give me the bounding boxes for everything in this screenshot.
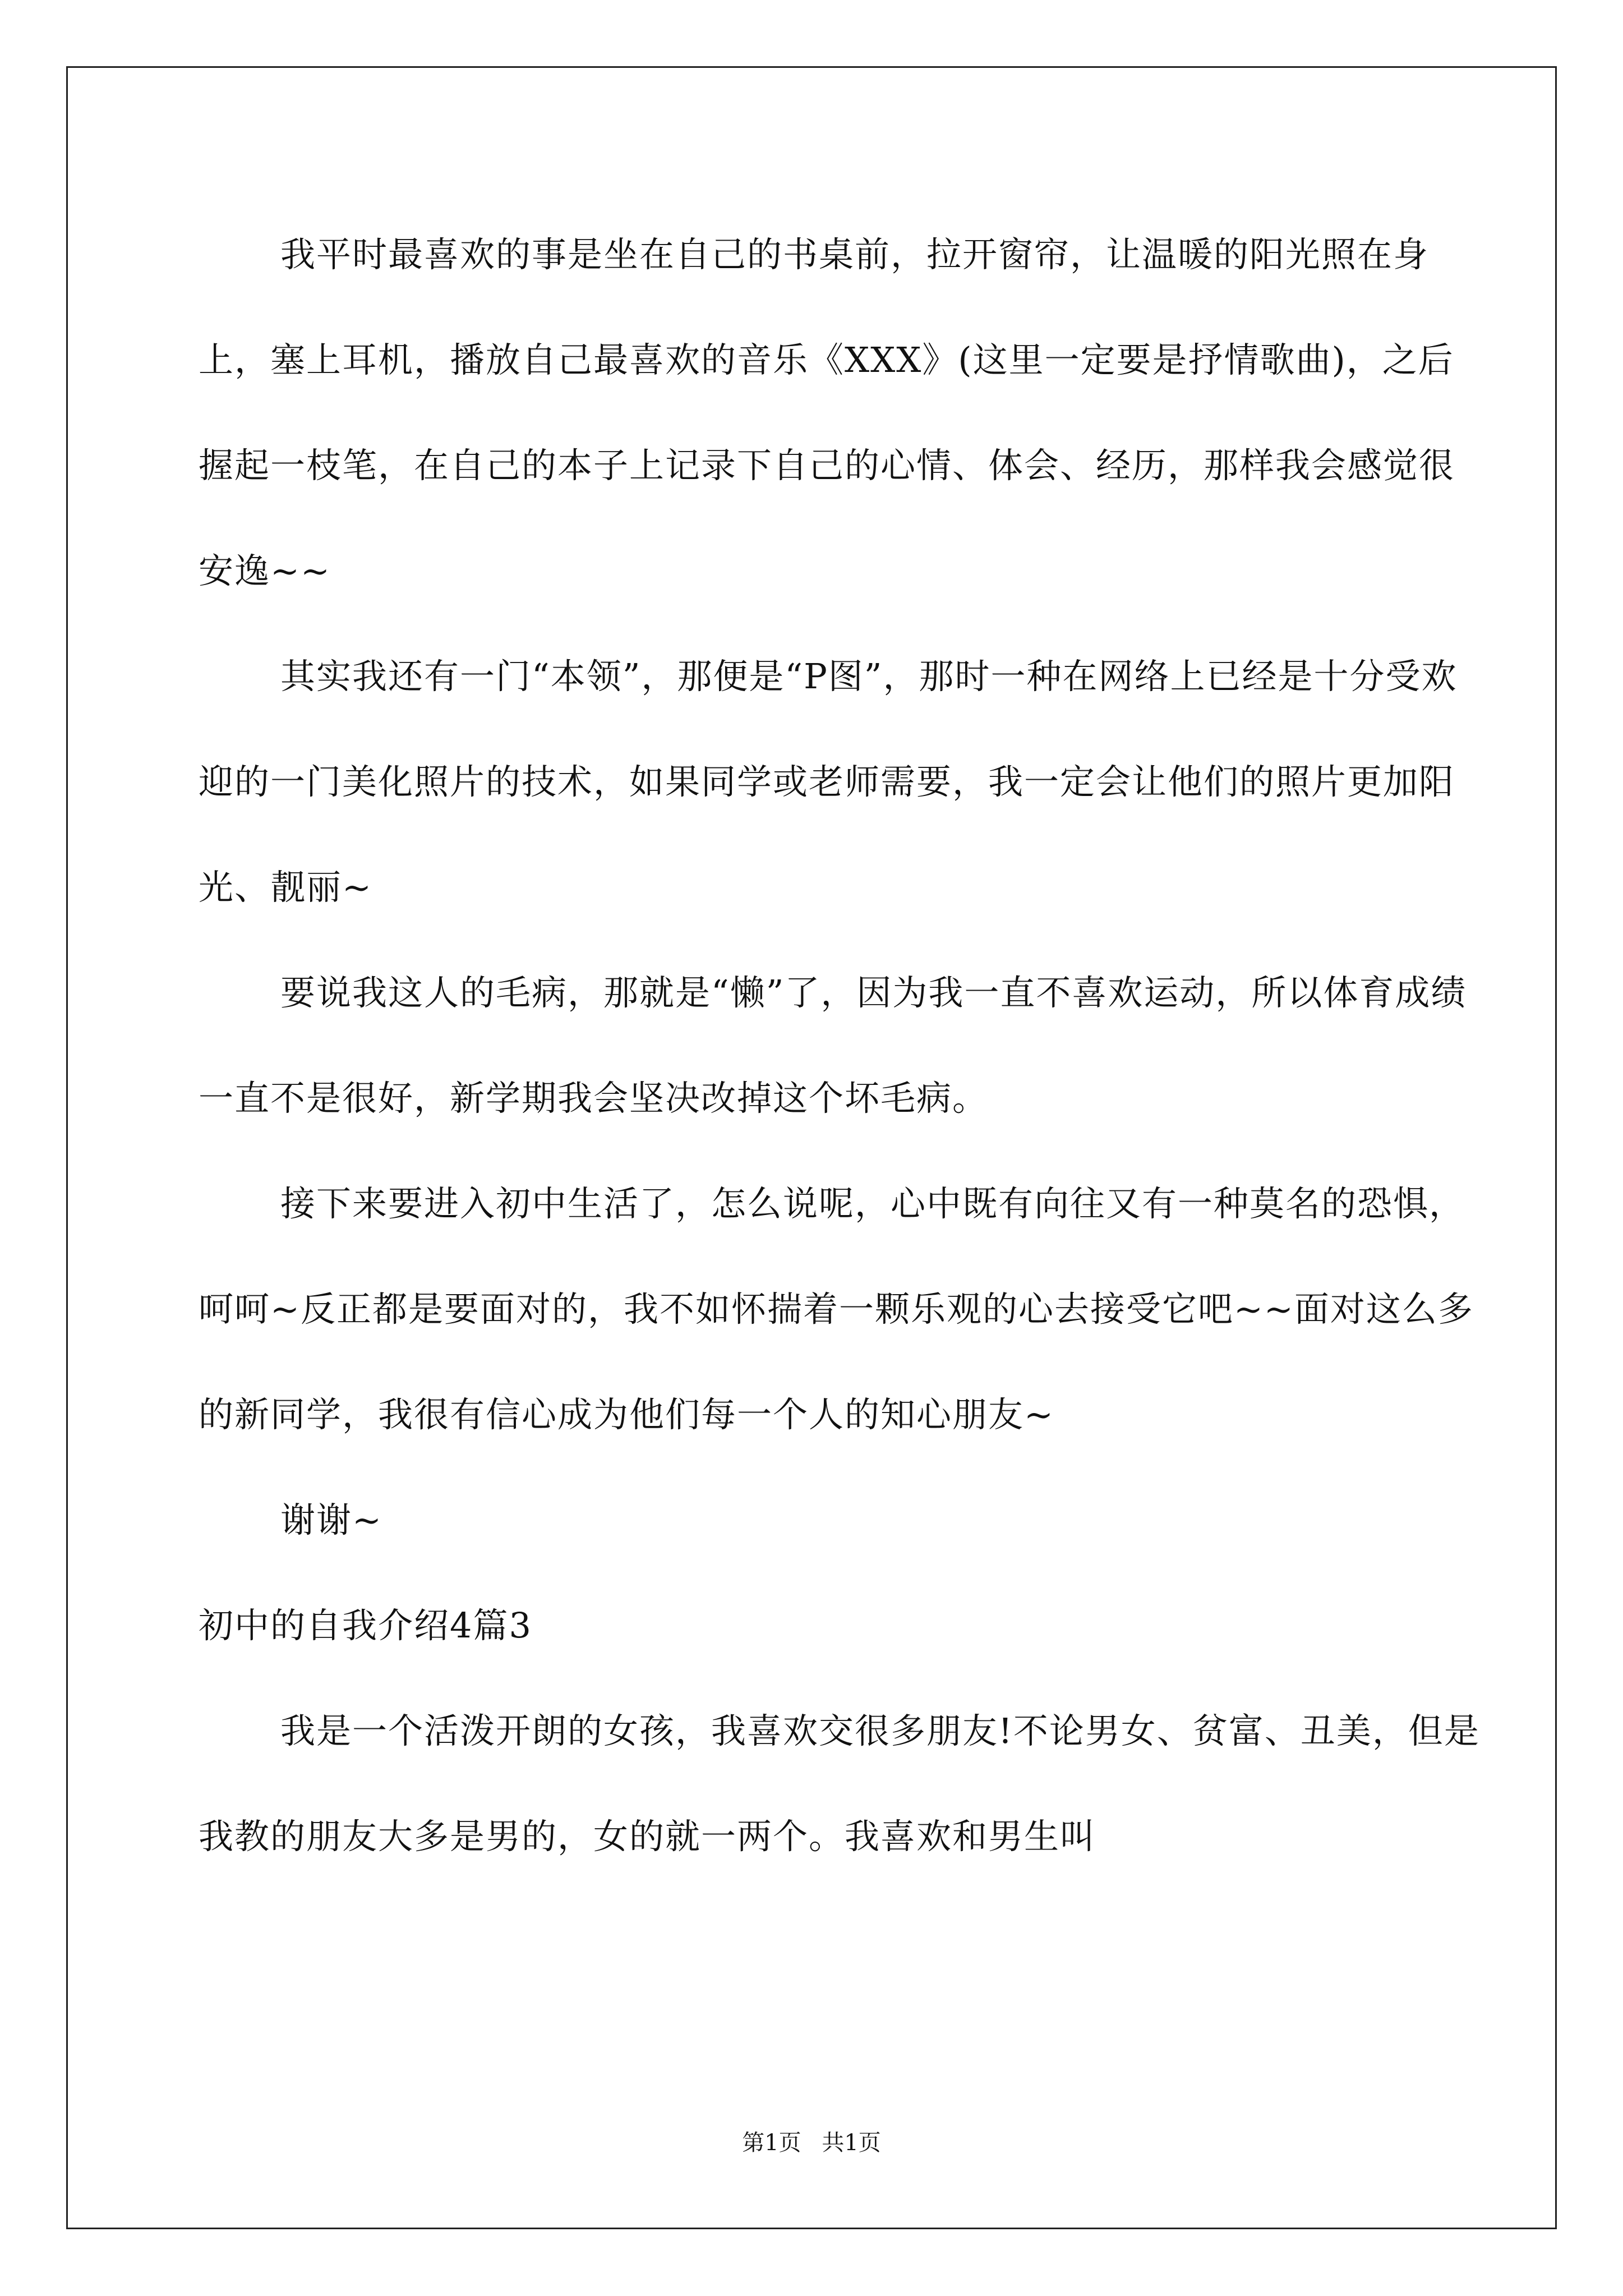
paragraph: 要说我这人的毛病，那就是“懒”了，因为我一直不喜欢运动，所以体育成绩一直不是很好，新学期我会坚决改掉这个坏毛病。 xyxy=(199,972,1467,1119)
document-body xyxy=(199,202,1488,1889)
paragraph: 我是一个活泼开朗的女孩，我喜欢交很多朋友!不论男女、贫富、丑美，但是我教的朋友大多是男的，女的就一两个。我喜欢和男生叫 xyxy=(199,1710,1480,1857)
section-heading: 初中的自我介绍4篇3 xyxy=(199,1605,532,1646)
paragraph: 谢谢~ xyxy=(280,1499,382,1540)
page-footer xyxy=(0,2126,1623,2160)
paragraph: 我平时最喜欢的事是坐在自己的书桌前，拉开窗帘，让温暖的阳光照在身上，塞上耳机，播放自己最喜欢的音乐《XXX》(这里一定要是抒情歌曲)，之后握起一枝笔，在自己的本子上记录下自己的心情、体会、经历，那样我会感觉很安逸~~ xyxy=(199,234,1455,591)
page-total: 共1页 xyxy=(822,2130,881,2156)
page-number: 第1页 xyxy=(742,2130,801,2156)
paragraph: 其实我还有一门“本领”，那便是“P图”，那时一种在网络上已经是十分受欢迎的一门美化照片的技术，如果同学或老师需要，我一定会让他们的照片更加阳光、靓丽~ xyxy=(199,656,1458,908)
paragraph: 接下来要进入初中生活了，怎么说呢，心中既有向往又有一种莫名的恐惧，呵呵~反正都是要面对的，我不如怀揣着一颗乐观的心去接受它吧~~面对这么多的新同学，我很有信心成为他们每一个人的知心朋友~ xyxy=(199,1183,1474,1435)
